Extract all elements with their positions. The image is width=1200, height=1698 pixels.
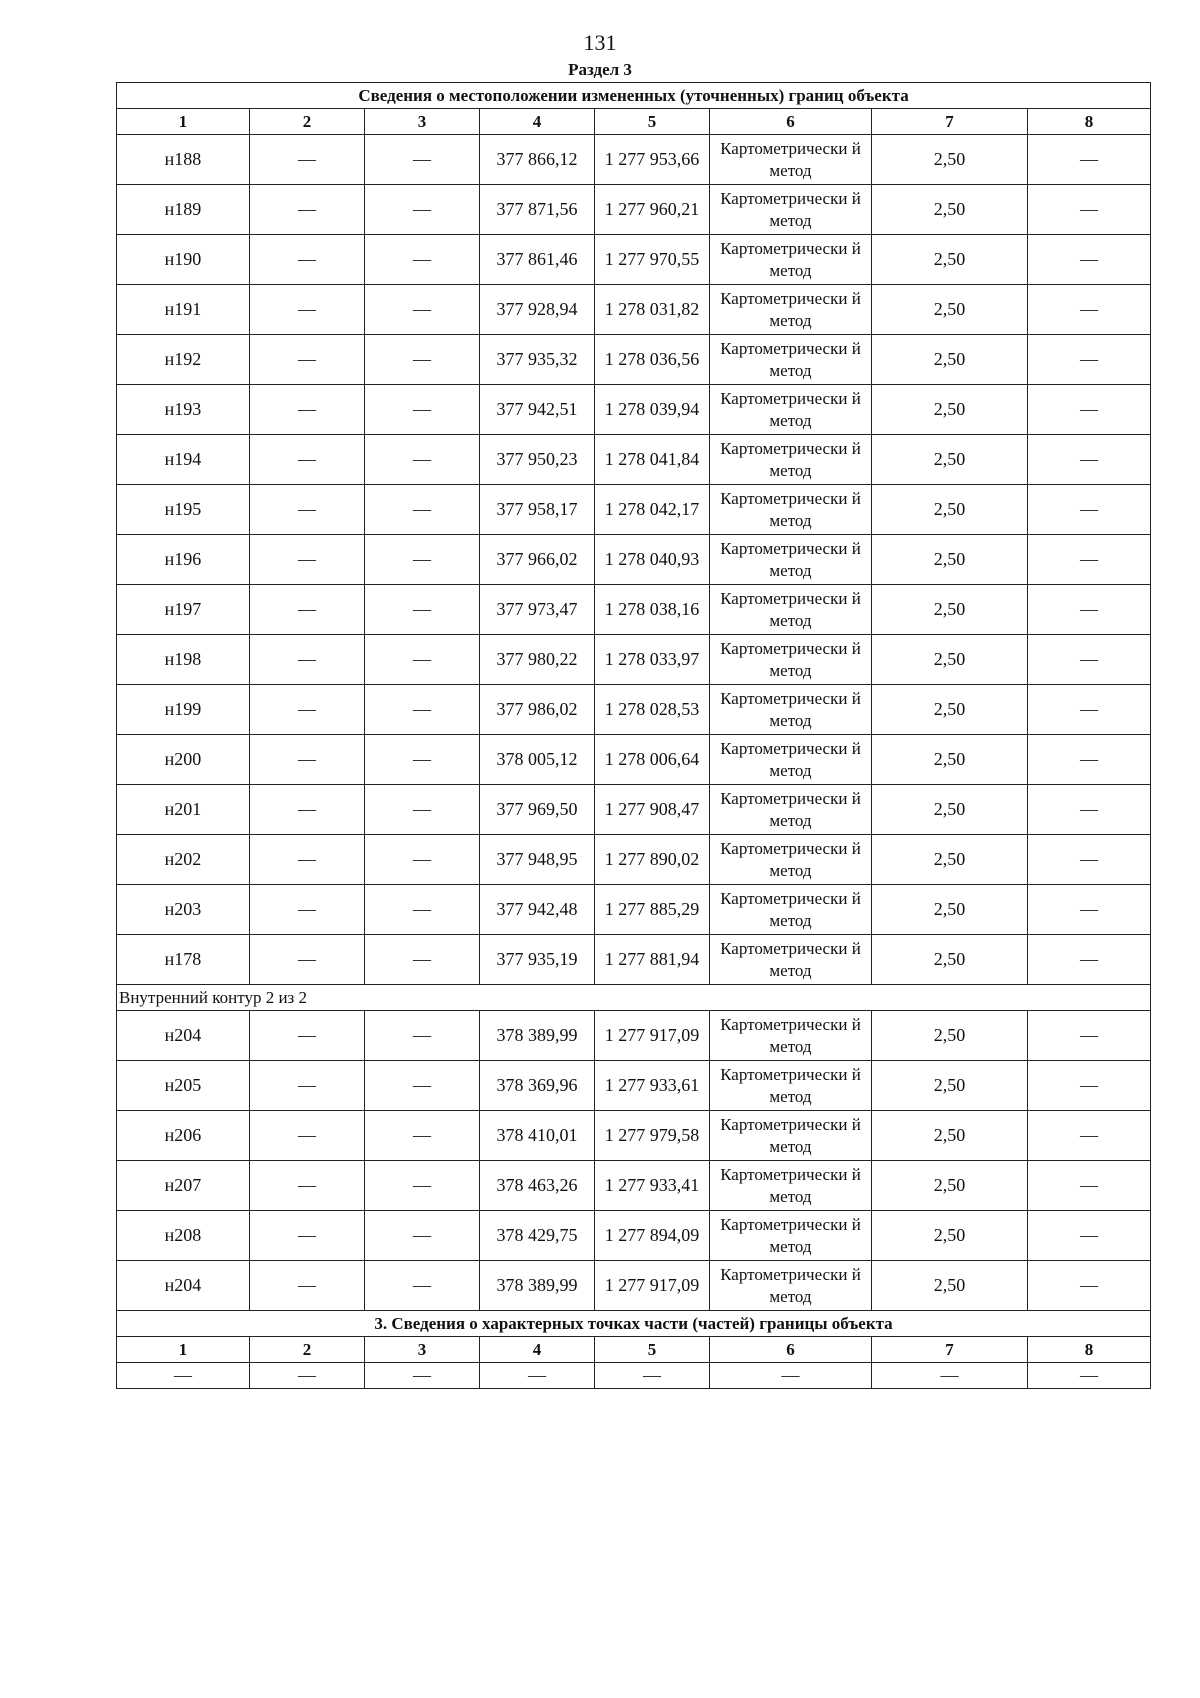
y-coord-cell: 1 278 006,64	[595, 735, 710, 785]
y-coord-cell: 1 277 917,09	[595, 1011, 710, 1061]
accuracy-cell: 2,50	[872, 585, 1028, 635]
accuracy-cell: 2,50	[872, 285, 1028, 335]
method-cell	[710, 635, 872, 685]
accuracy-cell: 2,50	[872, 385, 1028, 435]
method-cell	[710, 1211, 872, 1261]
method-text: Картометрически й метод	[720, 938, 861, 980]
method-text: Картометрически й метод	[720, 388, 861, 430]
col3-cell: —	[365, 585, 480, 635]
method-text: Картометрически й метод	[720, 1264, 861, 1306]
col3-cell: —	[365, 735, 480, 785]
table-row	[117, 1161, 1151, 1211]
point-id-cell: н198	[117, 635, 250, 685]
method-cell	[710, 735, 872, 785]
col8-cell: —	[1028, 285, 1151, 335]
table2-title-row	[117, 1311, 1151, 1337]
col3-cell: —	[365, 835, 480, 885]
x-coord-cell: 377 871,56	[480, 185, 595, 235]
empty-cell: —	[872, 1363, 1028, 1389]
table2-row	[117, 1363, 1151, 1389]
method-cell	[710, 185, 872, 235]
point-id-cell: н193	[117, 385, 250, 435]
table-title-row	[117, 83, 1151, 109]
col2-cell: —	[250, 835, 365, 885]
table2-column-header-row	[117, 1337, 1151, 1363]
method-text: Картометрически й метод	[720, 1064, 861, 1106]
col2-cell: —	[250, 635, 365, 685]
col2-cell: —	[250, 1161, 365, 1211]
col2-cell: —	[250, 1011, 365, 1061]
col8-cell: —	[1028, 1011, 1151, 1061]
x-coord-cell: 377 966,02	[480, 535, 595, 585]
table-row	[117, 735, 1151, 785]
col3-cell: —	[365, 635, 480, 685]
method-cell	[710, 335, 872, 385]
method-text: Картометрически й метод	[720, 1014, 861, 1056]
column-header: 1	[117, 109, 250, 135]
col3-cell: —	[365, 685, 480, 735]
x-coord-cell: 377 942,51	[480, 385, 595, 435]
y-coord-cell: 1 277 970,55	[595, 235, 710, 285]
method-text: Картометрически й метод	[720, 138, 861, 180]
col2-cell: —	[250, 335, 365, 385]
column-header: 4	[480, 1337, 595, 1363]
table-row	[117, 185, 1151, 235]
col8-cell: —	[1028, 1061, 1151, 1111]
method-cell	[710, 285, 872, 335]
method-cell	[710, 585, 872, 635]
y-coord-cell: 1 277 933,61	[595, 1061, 710, 1111]
empty-cell: —	[1028, 1363, 1151, 1389]
accuracy-cell: 2,50	[872, 435, 1028, 485]
contour-label-row	[117, 985, 1151, 1011]
table-row	[117, 785, 1151, 835]
x-coord-cell: 377 935,19	[480, 935, 595, 985]
table-row	[117, 335, 1151, 385]
table-row	[117, 1261, 1151, 1311]
method-cell	[710, 135, 872, 185]
x-coord-cell: 378 463,26	[480, 1161, 595, 1211]
column-header: 6	[710, 109, 872, 135]
empty-cell: —	[365, 1363, 480, 1389]
method-text: Картометрически й метод	[720, 188, 861, 230]
empty-cell: —	[117, 1363, 250, 1389]
table-row	[117, 1211, 1151, 1261]
method-text: Картометрически й метод	[720, 788, 861, 830]
accuracy-cell: 2,50	[872, 635, 1028, 685]
table-row	[117, 1011, 1151, 1061]
accuracy-cell: 2,50	[872, 535, 1028, 585]
accuracy-cell: 2,50	[872, 935, 1028, 985]
col8-cell: —	[1028, 885, 1151, 935]
col2-cell: —	[250, 235, 365, 285]
y-coord-cell: 1 277 881,94	[595, 935, 710, 985]
column-header: 7	[872, 1337, 1028, 1363]
table2-title: 3. Сведения о характерных точках части (частей) границы объекта	[117, 1311, 1151, 1337]
method-cell	[710, 1111, 872, 1161]
col8-cell: —	[1028, 185, 1151, 235]
col2-cell: —	[250, 135, 365, 185]
method-cell	[710, 235, 872, 285]
col3-cell: —	[365, 185, 480, 235]
col2-cell: —	[250, 685, 365, 735]
col3-cell: —	[365, 1161, 480, 1211]
col2-cell: —	[250, 735, 365, 785]
col2-cell: —	[250, 185, 365, 235]
y-coord-cell: 1 278 036,56	[595, 335, 710, 385]
accuracy-cell: 2,50	[872, 1161, 1028, 1211]
col3-cell: —	[365, 1211, 480, 1261]
accuracy-cell: 2,50	[872, 1111, 1028, 1161]
y-coord-cell: 1 278 031,82	[595, 285, 710, 335]
col8-cell: —	[1028, 635, 1151, 685]
accuracy-cell: 2,50	[872, 1261, 1028, 1311]
col8-cell: —	[1028, 1161, 1151, 1211]
table-row	[117, 485, 1151, 535]
y-coord-cell: 1 278 038,16	[595, 585, 710, 635]
col8-cell: —	[1028, 785, 1151, 835]
method-text: Картометрически й метод	[720, 238, 861, 280]
x-coord-cell: 377 986,02	[480, 685, 595, 735]
y-coord-cell: 1 278 028,53	[595, 685, 710, 735]
method-text: Картометрически й метод	[720, 1114, 861, 1156]
col3-cell: —	[365, 435, 480, 485]
empty-cell: —	[250, 1363, 365, 1389]
col8-cell: —	[1028, 435, 1151, 485]
column-header: 2	[250, 109, 365, 135]
method-text: Картометрически й метод	[720, 688, 861, 730]
table-row	[117, 685, 1151, 735]
x-coord-cell: 377 935,32	[480, 335, 595, 385]
method-cell	[710, 885, 872, 935]
x-coord-cell: 377 948,95	[480, 835, 595, 885]
y-coord-cell: 1 278 041,84	[595, 435, 710, 485]
method-cell	[710, 1161, 872, 1211]
col2-cell: —	[250, 485, 365, 535]
column-header: 7	[872, 109, 1028, 135]
table-title: Сведения о местоположении измененных (уточненных) границ объекта	[117, 83, 1151, 109]
y-coord-cell: 1 277 933,41	[595, 1161, 710, 1211]
table-row	[117, 935, 1151, 985]
column-header: 5	[595, 1337, 710, 1363]
y-coord-cell: 1 278 042,17	[595, 485, 710, 535]
col8-cell: —	[1028, 735, 1151, 785]
point-id-cell: н189	[117, 185, 250, 235]
column-header: 3	[365, 1337, 480, 1363]
column-header: 3	[365, 109, 480, 135]
column-header: 1	[117, 1337, 250, 1363]
table-row	[117, 885, 1151, 935]
x-coord-cell: 377 928,94	[480, 285, 595, 335]
x-coord-cell: 378 389,99	[480, 1011, 595, 1061]
accuracy-cell: 2,50	[872, 835, 1028, 885]
method-cell	[710, 685, 872, 735]
method-cell	[710, 485, 872, 535]
x-coord-cell: 377 861,46	[480, 235, 595, 285]
accuracy-cell: 2,50	[872, 235, 1028, 285]
y-coord-cell: 1 277 908,47	[595, 785, 710, 835]
point-id-cell: н178	[117, 935, 250, 985]
method-text: Картометрически й метод	[720, 538, 861, 580]
empty-cell: —	[595, 1363, 710, 1389]
col2-cell: —	[250, 935, 365, 985]
y-coord-cell: 1 278 033,97	[595, 635, 710, 685]
column-header: 6	[710, 1337, 872, 1363]
x-coord-cell: 377 866,12	[480, 135, 595, 185]
point-id-cell: н204	[117, 1011, 250, 1061]
accuracy-cell: 2,50	[872, 1011, 1028, 1061]
accuracy-cell: 2,50	[872, 485, 1028, 535]
col3-cell: —	[365, 885, 480, 935]
method-cell	[710, 1261, 872, 1311]
column-header: 2	[250, 1337, 365, 1363]
accuracy-cell: 2,50	[872, 185, 1028, 235]
method-text: Картометрически й метод	[720, 1164, 861, 1206]
col3-cell: —	[365, 935, 480, 985]
table-row	[117, 1061, 1151, 1111]
column-header-row	[117, 109, 1151, 135]
x-coord-cell: 377 942,48	[480, 885, 595, 935]
col8-cell: —	[1028, 685, 1151, 735]
y-coord-cell: 1 278 040,93	[595, 535, 710, 585]
table-row	[117, 585, 1151, 635]
method-cell	[710, 785, 872, 835]
col2-cell: —	[250, 285, 365, 335]
method-text: Картометрически й метод	[720, 888, 861, 930]
col8-cell: —	[1028, 1111, 1151, 1161]
method-cell	[710, 435, 872, 485]
accuracy-cell: 2,50	[872, 1061, 1028, 1111]
col3-cell: —	[365, 135, 480, 185]
accuracy-cell: 2,50	[872, 735, 1028, 785]
y-coord-cell: 1 278 039,94	[595, 385, 710, 435]
x-coord-cell: 378 369,96	[480, 1061, 595, 1111]
method-cell	[710, 535, 872, 585]
col8-cell: —	[1028, 235, 1151, 285]
col2-cell: —	[250, 1111, 365, 1161]
y-coord-cell: 1 277 960,21	[595, 185, 710, 235]
col2-cell: —	[250, 1261, 365, 1311]
column-header: 5	[595, 109, 710, 135]
x-coord-cell: 377 973,47	[480, 585, 595, 635]
x-coord-cell: 378 410,01	[480, 1111, 595, 1161]
method-cell	[710, 835, 872, 885]
table-row	[117, 385, 1151, 435]
column-header: 8	[1028, 109, 1151, 135]
table-row	[117, 235, 1151, 285]
method-cell	[710, 935, 872, 985]
point-id-cell: н200	[117, 735, 250, 785]
col8-cell: —	[1028, 835, 1151, 885]
table-row	[117, 135, 1151, 185]
y-coord-cell: 1 277 917,09	[595, 1261, 710, 1311]
col8-cell: —	[1028, 385, 1151, 435]
point-id-cell: н207	[117, 1161, 250, 1211]
col3-cell: —	[365, 485, 480, 535]
y-coord-cell: 1 277 979,58	[595, 1111, 710, 1161]
col2-cell: —	[250, 385, 365, 435]
col2-cell: —	[250, 1211, 365, 1261]
y-coord-cell: 1 277 885,29	[595, 885, 710, 935]
method-text: Картометрически й метод	[720, 338, 861, 380]
accuracy-cell: 2,50	[872, 335, 1028, 385]
point-id-cell: н203	[117, 885, 250, 935]
table-row	[117, 435, 1151, 485]
y-coord-cell: 1 277 894,09	[595, 1211, 710, 1261]
accuracy-cell: 2,50	[872, 785, 1028, 835]
col8-cell: —	[1028, 935, 1151, 985]
x-coord-cell: 378 005,12	[480, 735, 595, 785]
x-coord-cell: 377 980,22	[480, 635, 595, 685]
col3-cell: —	[365, 385, 480, 435]
point-id-cell: н196	[117, 535, 250, 585]
col8-cell: —	[1028, 535, 1151, 585]
accuracy-cell: 2,50	[872, 685, 1028, 735]
point-id-cell: н190	[117, 235, 250, 285]
accuracy-cell: 2,50	[872, 1211, 1028, 1261]
point-id-cell: н208	[117, 1211, 250, 1261]
method-text: Картометрически й метод	[720, 288, 861, 330]
col8-cell: —	[1028, 135, 1151, 185]
point-id-cell: н188	[117, 135, 250, 185]
point-id-cell: н195	[117, 485, 250, 535]
method-cell	[710, 385, 872, 435]
point-id-cell: н191	[117, 285, 250, 335]
contour-label: Внутренний контур 2 из 2	[117, 985, 1151, 1011]
table-row	[117, 1111, 1151, 1161]
method-text: Картометрически й метод	[720, 1214, 861, 1256]
accuracy-cell: 2,50	[872, 135, 1028, 185]
y-coord-cell: 1 277 953,66	[595, 135, 710, 185]
col3-cell: —	[365, 235, 480, 285]
point-id-cell: н204	[117, 1261, 250, 1311]
x-coord-cell: 377 958,17	[480, 485, 595, 535]
point-id-cell: н202	[117, 835, 250, 885]
method-cell	[710, 1011, 872, 1061]
page-number: 131	[583, 30, 617, 55]
empty-cell: —	[710, 1363, 872, 1389]
empty-cell: —	[480, 1363, 595, 1389]
method-cell	[710, 1061, 872, 1111]
col2-cell: —	[250, 435, 365, 485]
point-id-cell: н199	[117, 685, 250, 735]
method-text: Картометрически й метод	[720, 438, 861, 480]
column-header: 8	[1028, 1337, 1151, 1363]
col2-cell: —	[250, 885, 365, 935]
point-id-cell: н197	[117, 585, 250, 635]
point-id-cell: н192	[117, 335, 250, 385]
column-header: 4	[480, 109, 595, 135]
table-row	[117, 835, 1151, 885]
x-coord-cell: 377 950,23	[480, 435, 595, 485]
point-id-cell: н206	[117, 1111, 250, 1161]
table-row	[117, 635, 1151, 685]
col3-cell: —	[365, 785, 480, 835]
col8-cell: —	[1028, 585, 1151, 635]
point-id-cell: н201	[117, 785, 250, 835]
x-coord-cell: 377 969,50	[480, 785, 595, 835]
table-row	[117, 285, 1151, 335]
method-text: Картометрически й метод	[720, 738, 861, 780]
boundary-points-table	[116, 82, 1151, 1389]
method-text: Картометрически й метод	[720, 488, 861, 530]
col3-cell: —	[365, 335, 480, 385]
col2-cell: —	[250, 1061, 365, 1111]
col8-cell: —	[1028, 335, 1151, 385]
col2-cell: —	[250, 585, 365, 635]
col3-cell: —	[365, 1011, 480, 1061]
col8-cell: —	[1028, 1211, 1151, 1261]
point-id-cell: н194	[117, 435, 250, 485]
y-coord-cell: 1 277 890,02	[595, 835, 710, 885]
col3-cell: —	[365, 535, 480, 585]
section-title: Раздел 3	[568, 60, 632, 79]
accuracy-cell: 2,50	[872, 885, 1028, 935]
method-text: Картометрически й метод	[720, 838, 861, 880]
x-coord-cell: 378 429,75	[480, 1211, 595, 1261]
col8-cell: —	[1028, 485, 1151, 535]
col3-cell: —	[365, 1111, 480, 1161]
x-coord-cell: 378 389,99	[480, 1261, 595, 1311]
col2-cell: —	[250, 535, 365, 585]
table-row	[117, 535, 1151, 585]
point-id-cell: н205	[117, 1061, 250, 1111]
col3-cell: —	[365, 1261, 480, 1311]
method-text: Картометрически й метод	[720, 588, 861, 630]
col2-cell: —	[250, 785, 365, 835]
col3-cell: —	[365, 285, 480, 335]
col3-cell: —	[365, 1061, 480, 1111]
col8-cell: —	[1028, 1261, 1151, 1311]
method-text: Картометрически й метод	[720, 638, 861, 680]
